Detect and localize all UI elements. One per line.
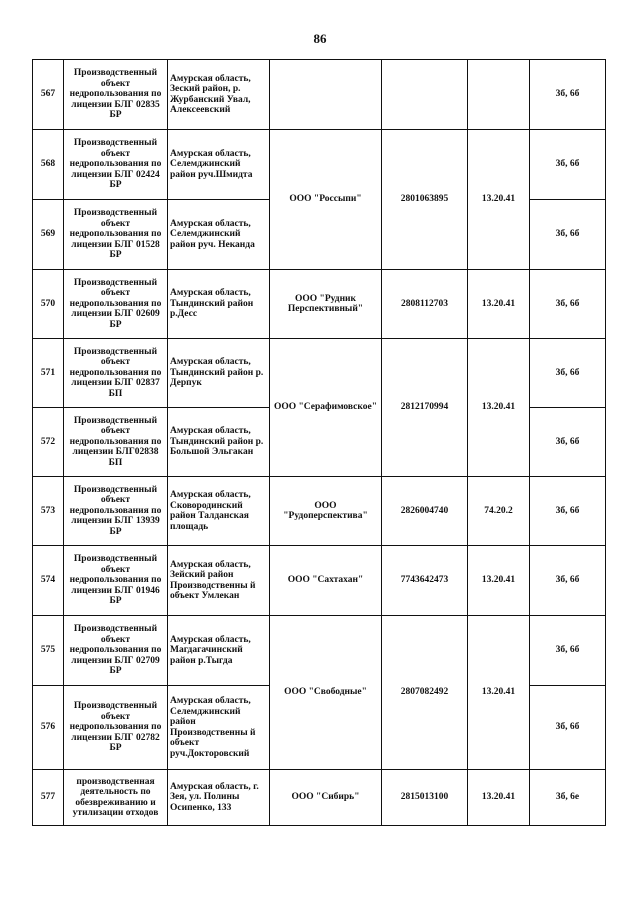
hazard-classes: 3б, 6б [530,339,606,408]
hazard-classes: 3б, 6е [530,770,606,826]
okved-code [468,60,530,130]
row-number: 573 [33,477,64,546]
row-number: 574 [33,546,64,616]
object-address: Амурская область, Тындинский район р. Дерпук [168,339,270,408]
row-number: 575 [33,616,64,686]
object-name: Производственный объект недропользования по лицензии БЛГ 02709 БР [64,616,168,686]
hazard-classes: 3б, 6б [530,270,606,339]
object-address: Амурская область, Селемджинский район Производственны й объект руч.Докторовский [168,686,270,770]
table-row [33,60,606,130]
okved-code: 13.20.41 [468,270,530,339]
object-name: Производственный объект недропользования по лицензии БЛГ 01946 БР [64,546,168,616]
organization-name: ООО "Россыпи" [270,130,382,270]
row-number: 571 [33,339,64,408]
registry-table [32,59,606,826]
table-row [33,270,606,339]
row-number: 576 [33,686,64,770]
okved-code: 13.20.41 [468,339,530,477]
row-number: 569 [33,200,64,270]
page-number: 86 [313,31,327,46]
object-name: Производственный объект недропользования по лицензии БЛГ 02837 БП [64,339,168,408]
table-row [33,546,606,616]
hazard-classes: 3б, 6б [530,686,606,770]
row-number: 577 [33,770,64,826]
organization-name: ООО "Рудоперспектива" [270,477,382,546]
row-number: 568 [33,130,64,200]
okved-code: 13.20.41 [468,616,530,770]
object-address: Амурская область, Зейский район Производственны й объект Умлекан [168,546,270,616]
object-address: Амурская область, г. Зея, ул. Полины Осипенко, 133 [168,770,270,826]
object-name: Производственный объект недропользования по лицензии БЛГ 02424 БР [64,130,168,200]
hazard-classes: 3б, 6б [530,477,606,546]
hazard-classes: 3б, 6б [530,60,606,130]
object-name: Производственный объект недропользования по лицензии БЛГ 02609 БР [64,270,168,339]
object-address: Амурская область, Магдагачинский район р.Тыгда [168,616,270,686]
object-name: Производственный объект недропользования по лицензии БЛГ 01528 БР [64,200,168,270]
hazard-classes: 3б, 6б [530,408,606,477]
hazard-classes: 3б, 6б [530,546,606,616]
object-address: Амурская область, Тындинский район р.Десс [168,270,270,339]
table-row [33,770,606,826]
okved-code: 13.20.41 [468,130,530,270]
object-address: Амурская область, Селемджинский район руч.Шмидта [168,130,270,200]
inn-number: 2815013100 [382,770,468,826]
table-row [33,616,606,686]
inn-number: 2808112703 [382,270,468,339]
table-row [33,339,606,408]
organization-name: ООО "Свободные" [270,616,382,770]
row-number: 572 [33,408,64,477]
object-name: Производственный объект недропользования по лицензии БЛГ 13939 БР [64,477,168,546]
table-row [33,477,606,546]
object-address: Амурская область, Сковородинский район Талданская площадь [168,477,270,546]
inn-number: 2801063895 [382,130,468,270]
object-address: Амурская область, Зеский район, р. Журбанский Увал, Алексеевский [168,60,270,130]
organization-name: ООО "Сахтахан" [270,546,382,616]
okved-code: 74.20.2 [468,477,530,546]
organization-name: ООО "Сибирь" [270,770,382,826]
object-name: Производственный объект недропользования по лицензии БЛГ 02835 БР [64,60,168,130]
organization-name: ООО "Серафимовское" [270,339,382,477]
hazard-classes: 3б, 6б [530,200,606,270]
object-address: Амурская область, Селемджинский район руч. Неканда [168,200,270,270]
organization-name: ООО "Рудник Перспективный" [270,270,382,339]
row-number: 567 [33,60,64,130]
inn-number [382,60,468,130]
row-number: 570 [33,270,64,339]
hazard-classes: 3б, 6б [530,616,606,686]
object-name: Производственный объект недропользования по лицензии БЛГ02838 БП [64,408,168,477]
okved-code: 13.20.41 [468,546,530,616]
inn-number: 2826004740 [382,477,468,546]
object-address: Амурская область, Тындинский район р. Большой Эльгакан [168,408,270,477]
okved-code: 13.20.41 [468,770,530,826]
object-name: производственная деятельность по обезвреживанию и утилизации отходов [64,770,168,826]
inn-number: 2812170994 [382,339,468,477]
object-name: Производственный объект недропользования по лицензии БЛГ 02782 БР [64,686,168,770]
organization-name [270,60,382,130]
table-row [33,130,606,200]
hazard-classes: 3б, 6б [530,130,606,200]
inn-number: 7743642473 [382,546,468,616]
inn-number: 2807082492 [382,616,468,770]
